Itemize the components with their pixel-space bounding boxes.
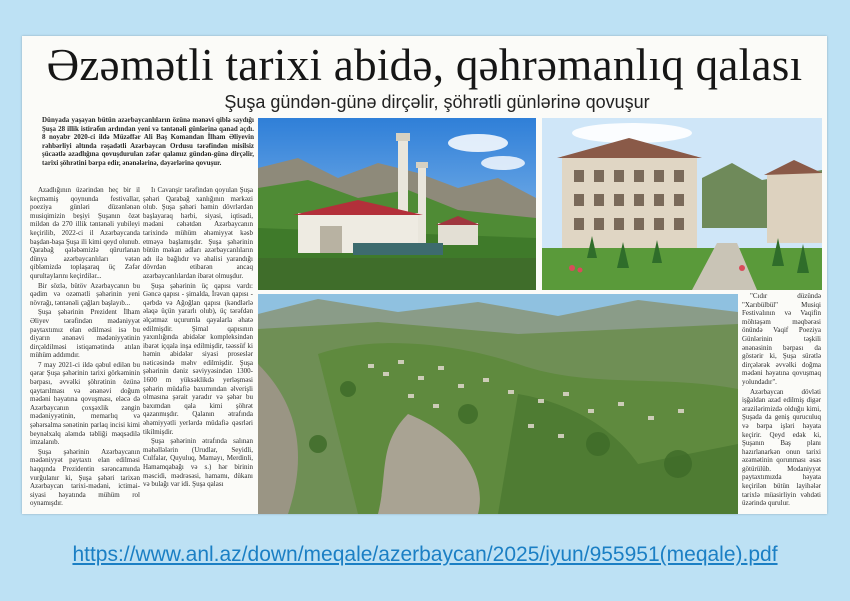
article-column-1 xyxy=(30,186,140,511)
photo-aerial-landscape xyxy=(258,294,738,514)
article-subheadline: Şuşa gündən-günə dirçəlir, şöhrətli günlərinə qovuşur xyxy=(224,92,650,112)
source-link[interactable]: https://www.anl.az/down/meqale/azerbaycan/2025/iyun/955951(meqale).pdf xyxy=(72,543,778,566)
article-column-2 xyxy=(143,186,253,511)
col2-paragraph: Şuşa şəhərinin üç qapısı vardı: Gəncə qapısı - şimalda, İrəvan qapısı - qərbdə və Ağoğlan qapısı (kəndlərlə əlaqə üçün yararlı olub), üç tərəfdən əlçatmaz uçurumla qayalarla əhatə edilmişdir. Şimal qapısının yaxınlığında abidələr kompleksindən ibarət içqala inşa edilmişdir, təəssüf ki həmin abidələr siyasi proseslər nəticəsində məhv edilmişdir. Şuşa şəhərinin dəniz səviyyəsindən 1300-1600 m yüksəklikdə yerləşməsi şəhərin müdafiə baxımından əlverişli olmasına şərait yaradır və şəhər bu baxımdan qala kimi şöhrət qazanmışdır. Qalanın ətrafında əhəmiyyətli yerlərdə müdafiə qəsrləri tikilmişdir. xyxy=(143,281,253,436)
col1-paragraph: Şuşa şəhərinin Azərbaycanın mədəniyyət paytaxtı elan edilməsi haqqında Prezidentin sərəncamında vurğulanır ki, Şuşa şəhəri tarixən Azərbaycan tarixi-mədəni, ictimai-siyasi həyatında mühüm rol oynamışdır. xyxy=(30,447,140,508)
col1-paragraph: 7 may 2021-ci ildə qəbul edilən bu qərar Şuşa şəhərinin tarixi görkəminin bərpası, əvvəlki şöhrətinin özünə qaytarılması və ənənəvi doğum mədəni həyatına qovuşması, eləcə də Azərbaycanın çoxşəxlik zəngin mədəniyyətinin, memarlıq və şəhərsalma sənətinin parlaq incisi kimi beynəlxalq aləmdə təbliği məqsədilə imzalanıb. xyxy=(30,360,140,447)
col1-paragraph: Şuşa şəhərinin Prezident İlham Əliyev tərəfindən mədəniyyət paytaxtımız elan edilməsi isə bu diyarın ənənəvi mədəniyyətinin dirçəldilməsi istiqamətində atılan mühüm addımdır. xyxy=(30,308,140,360)
lead-paragraph: Dünyada yaşayan bütün azərbaycanlıların özünə mənəvi qiblə saydığı Şuşa 28 illik istiraбın ardından yeni və təntənəli günlərinə qanad açdı. 8 noyabr 2020-ci ildə Müzəffər Ali Baş Komandan İlham Əliyevin rəhbərliyi altında rəşadətli Azərbaycan Ordusu tərəfindən misilsiz şücaətlə azadlığına qovuşdurulan zəfər qalamız gündən-günə dirçəlir, tarixi şöhrətini bərpa edir, ənənələrinə, dəyərlərinə qovuşur. xyxy=(42,116,254,167)
newspaper-clipping xyxy=(22,36,827,514)
col3-paragraph: "Cıdır düzündə "Xarıbülbül" Musiqi Festivalının və Vaqifin möhtəşəm məqbərəsi önündə Vaqif Poeziya Günlərinin təşkili ənənəsinin bərpası da göstərir ki, Şuşa sürətlə dirçələrək əvvəlki doğma mədəni həyatına qovuşmaq yolundadır". xyxy=(742,292,821,386)
col3-paragraph: Azərbaycan dövləti işğaldan azad edilmiş digər ərazilərimizdə olduğu kimi, Şuşada da geniş quruculuq və bərpa işləri həyata keçirir. Qeyd edək ki, Şuşanın Baş planı hazırlanarkən onun tarixi əzəmətinin qorunması əsas götürülüb. Modaniyyət paytaxtımızda həyata keçirilən bütün layihələr tarixlə müasirliyin vəhdəti üzərində qurulur. xyxy=(742,387,821,508)
col2-paragraph: Iı Cavanşir tərəfindən qoyulan Şuşa şəhəri Qarabağ xanlığının mərkəzi olub. Şuşa şəhəri həmin dövrlərdən başlayaraq hərbi, siyasi, iqtisadi, mədəni cəhətdən Azərbaycanın tarixində mühüm əhəmiyyət kəsb etməyə başlamışdır. Şuşa şəhərinin bütün məkan adları azərbaycanlıların adı ilə bağlıdır və əhalisi yarandığı dövrdən etibarən ancaq azərbaycanlılardan ibarət olmuşdur. xyxy=(143,186,253,280)
col2-paragraph: Şuşa şəhərinin ətrafında salınan məhəllələrin (Urudlar, Seyidli, Culfalar, Quyuluq, Mamayı, Merdinli, Hamamqabağı və s.) hər birinin məscidi, mədrəsəsi, hamamı, dükanı və bulağı var idi. Şuşa qalası xyxy=(143,437,253,489)
photo-residential-buildings xyxy=(542,118,822,290)
photo-mosque xyxy=(258,118,536,290)
col1-paragraph: Bir sözlə, bütöv Azərbaycanın bu qədim və ozəmətli şəhərinin yeni növrağı, təntənəli çağları başlayıb... xyxy=(30,281,140,307)
col3-paragraph xyxy=(742,509,821,510)
article-headline: Əzəmətli tarixi abidə, qəhrəmanlıq qalası xyxy=(46,40,803,90)
article-lead xyxy=(42,116,254,178)
article-column-3 xyxy=(742,292,821,510)
col1-paragraph: Azadlığının üzərindən heç bir il keçməmiş qoynunda festivallar, poeziya günləri düzənlənən musiqimizin beşiyi Şuşanın özət mildən də 270 illik təntənəli yubileyi keçirilib, 2022-ci il Azərbaycanda başdan-başa Şuşa ili kimi qeyd olunub. Qarabağ qələbəmizlə qürurlanan dünya azərbaycanlıları vətən qibləmizdə toplaşaraq üç Zəfər qurultaylarını keçirdilər... xyxy=(30,186,140,280)
